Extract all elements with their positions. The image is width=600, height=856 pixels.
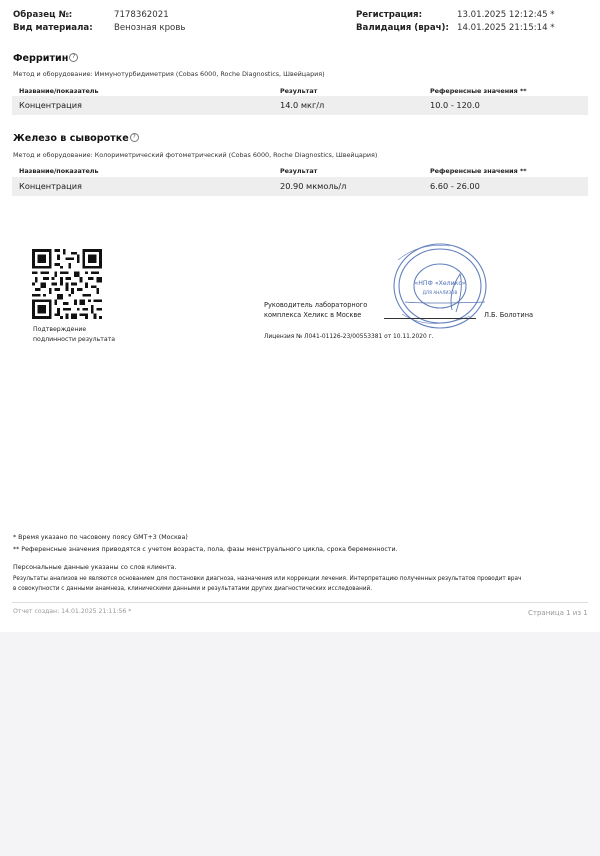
registration-value: 13.01.2025 12:12:45 * [457,10,555,20]
signature-line [384,318,476,319]
material-label: Вид материала: [13,23,93,33]
row-reference: 6.60 - 26.00 [430,181,480,191]
report-created: Отчет создан: 14.01.2025 21:11:56 * [13,608,132,615]
footer-divider [12,602,588,603]
section-title-text: Ферритин [13,53,69,64]
page-number: Страница 1 из 1 [528,609,588,617]
footnote-time: * Время указано по часовому поясу GMT+3 (Москва) [13,534,188,541]
row-name: Концентрация [19,100,82,110]
column-header-name: Название/показатель [19,167,99,175]
table-row [12,177,588,196]
qr-caption-line2: подлинности результата [33,336,116,343]
disclaimer-line1: Результаты анализов не являются основанием для постановки диагноза, назначения или коррекции лечения. Интерпретацию полученных результатов проводит врач [13,576,522,582]
validation-label: Валидация (врач): [356,23,449,33]
license-text: Лицензия № Л041-01126-23/00553381 от 10.11.2020 г. [264,334,434,340]
row-reference: 10.0 - 120.0 [430,100,480,110]
column-header-reference: Референсные значения ** [430,167,527,175]
column-header-name: Название/показатель [19,87,99,95]
material-value: Венозная кровь [114,23,186,33]
sample-value: 7178362021 [114,10,169,20]
column-header-reference: Референсные значения ** [430,87,527,95]
section-method: Метод и оборудование: Колориметрический фотометрический (Cobas 6000, Roche Diagnostics, Швейцария) [13,151,378,159]
row-name: Концентрация [19,181,82,191]
help-icon[interactable]: ? [130,133,139,142]
qr-caption-line1: Подтверждение [33,326,87,333]
row-result: 14.0 мкг/л [280,100,325,110]
table-row [12,96,588,115]
signatory-role-line1: Руководитель лабораторного [264,301,368,309]
stamp-sub-text: ДЛЯ АНАЛИЗОВ [422,290,458,295]
column-header-result: Результат [280,87,318,95]
section-method: Метод и оборудование: Иммунотурбидиметрия (Cobas 6000, Roche Diagnostics, Швейцария) [13,70,325,78]
qr-code [32,249,102,319]
column-header-result: Результат [280,167,318,175]
help-icon[interactable]: ? [69,53,78,62]
section-title-ferritin [13,53,78,64]
section-title-iron [13,133,139,144]
footnote-reference: ** Референсные значения приводятся с учетом возраста, пола, фазы менструального цикла, срока беременности. [13,546,398,553]
personal-data-note: Персональные данные указаны со слов клиента. [13,564,177,571]
signatory-role-line2: комплекса Хеликс в Москве [264,311,362,319]
sample-label: Образец №: [13,10,73,20]
section-title-text: Железо в сыворотке [13,133,129,144]
validation-value: 14.01.2025 21:15:14 * [457,23,555,33]
stamp-center-text: «НПФ «Хеликс» [414,280,466,287]
row-result: 20.90 мкмоль/л [280,181,347,191]
signatory-name: Л.Б. Болотина [484,311,534,319]
registration-label: Регистрация: [356,10,423,20]
disclaimer-line2: в совокупности с данными анамнеза, клиническими данными и результатами других диагностических исследований. [13,586,373,592]
